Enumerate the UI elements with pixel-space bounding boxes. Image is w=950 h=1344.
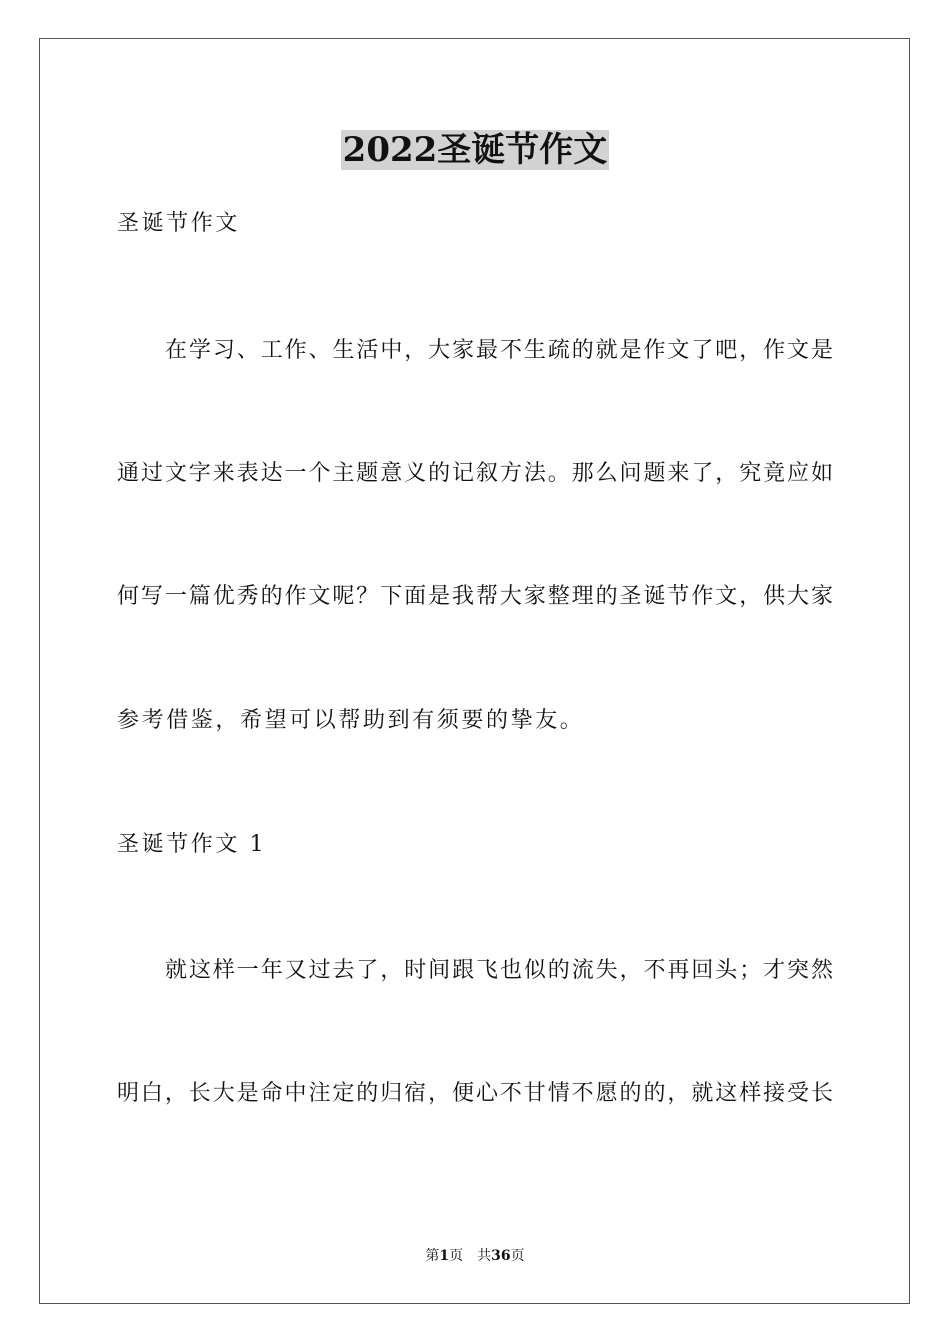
paragraph-line: 通过文字来表达一个主题意义的记叙方法。那么问题来了，究竟应如 [117, 461, 833, 486]
section-heading: 圣诞节作文 [117, 211, 241, 236]
paragraph-line: 参考借鉴，希望可以帮助到有须要的挚友。 [117, 708, 585, 733]
paragraph-line: 在学习、工作、生活中，大家最不生疏的就是作文了吧，作文是 [165, 338, 833, 363]
footer-page-suffix: 页 [510, 1248, 525, 1264]
footer-page-number: 1 [439, 1248, 450, 1264]
paragraph-line: 何写一篇优秀的作文呢？下面是我帮大家整理的圣诞节作文，供大家 [117, 584, 833, 609]
footer-total-pages: 36 [491, 1248, 511, 1264]
page-footer [0, 1246, 950, 1266]
section-heading: 圣诞节作文 1 [117, 832, 267, 857]
paragraph-line: 明白，长大是命中注定的归宿，便心不甘情不愿的的，就这样接受长 [117, 1081, 833, 1106]
footer-page-prefix: 第 [425, 1248, 440, 1264]
document-title [0, 128, 950, 172]
footer-page-mid: 页 共 [449, 1248, 492, 1264]
paragraph-line: 就这样一年又过去了，时间跟飞也似的流失，不再回头；才突然 [165, 958, 833, 983]
document-title-text: 2022圣诞节作文 [342, 130, 608, 170]
